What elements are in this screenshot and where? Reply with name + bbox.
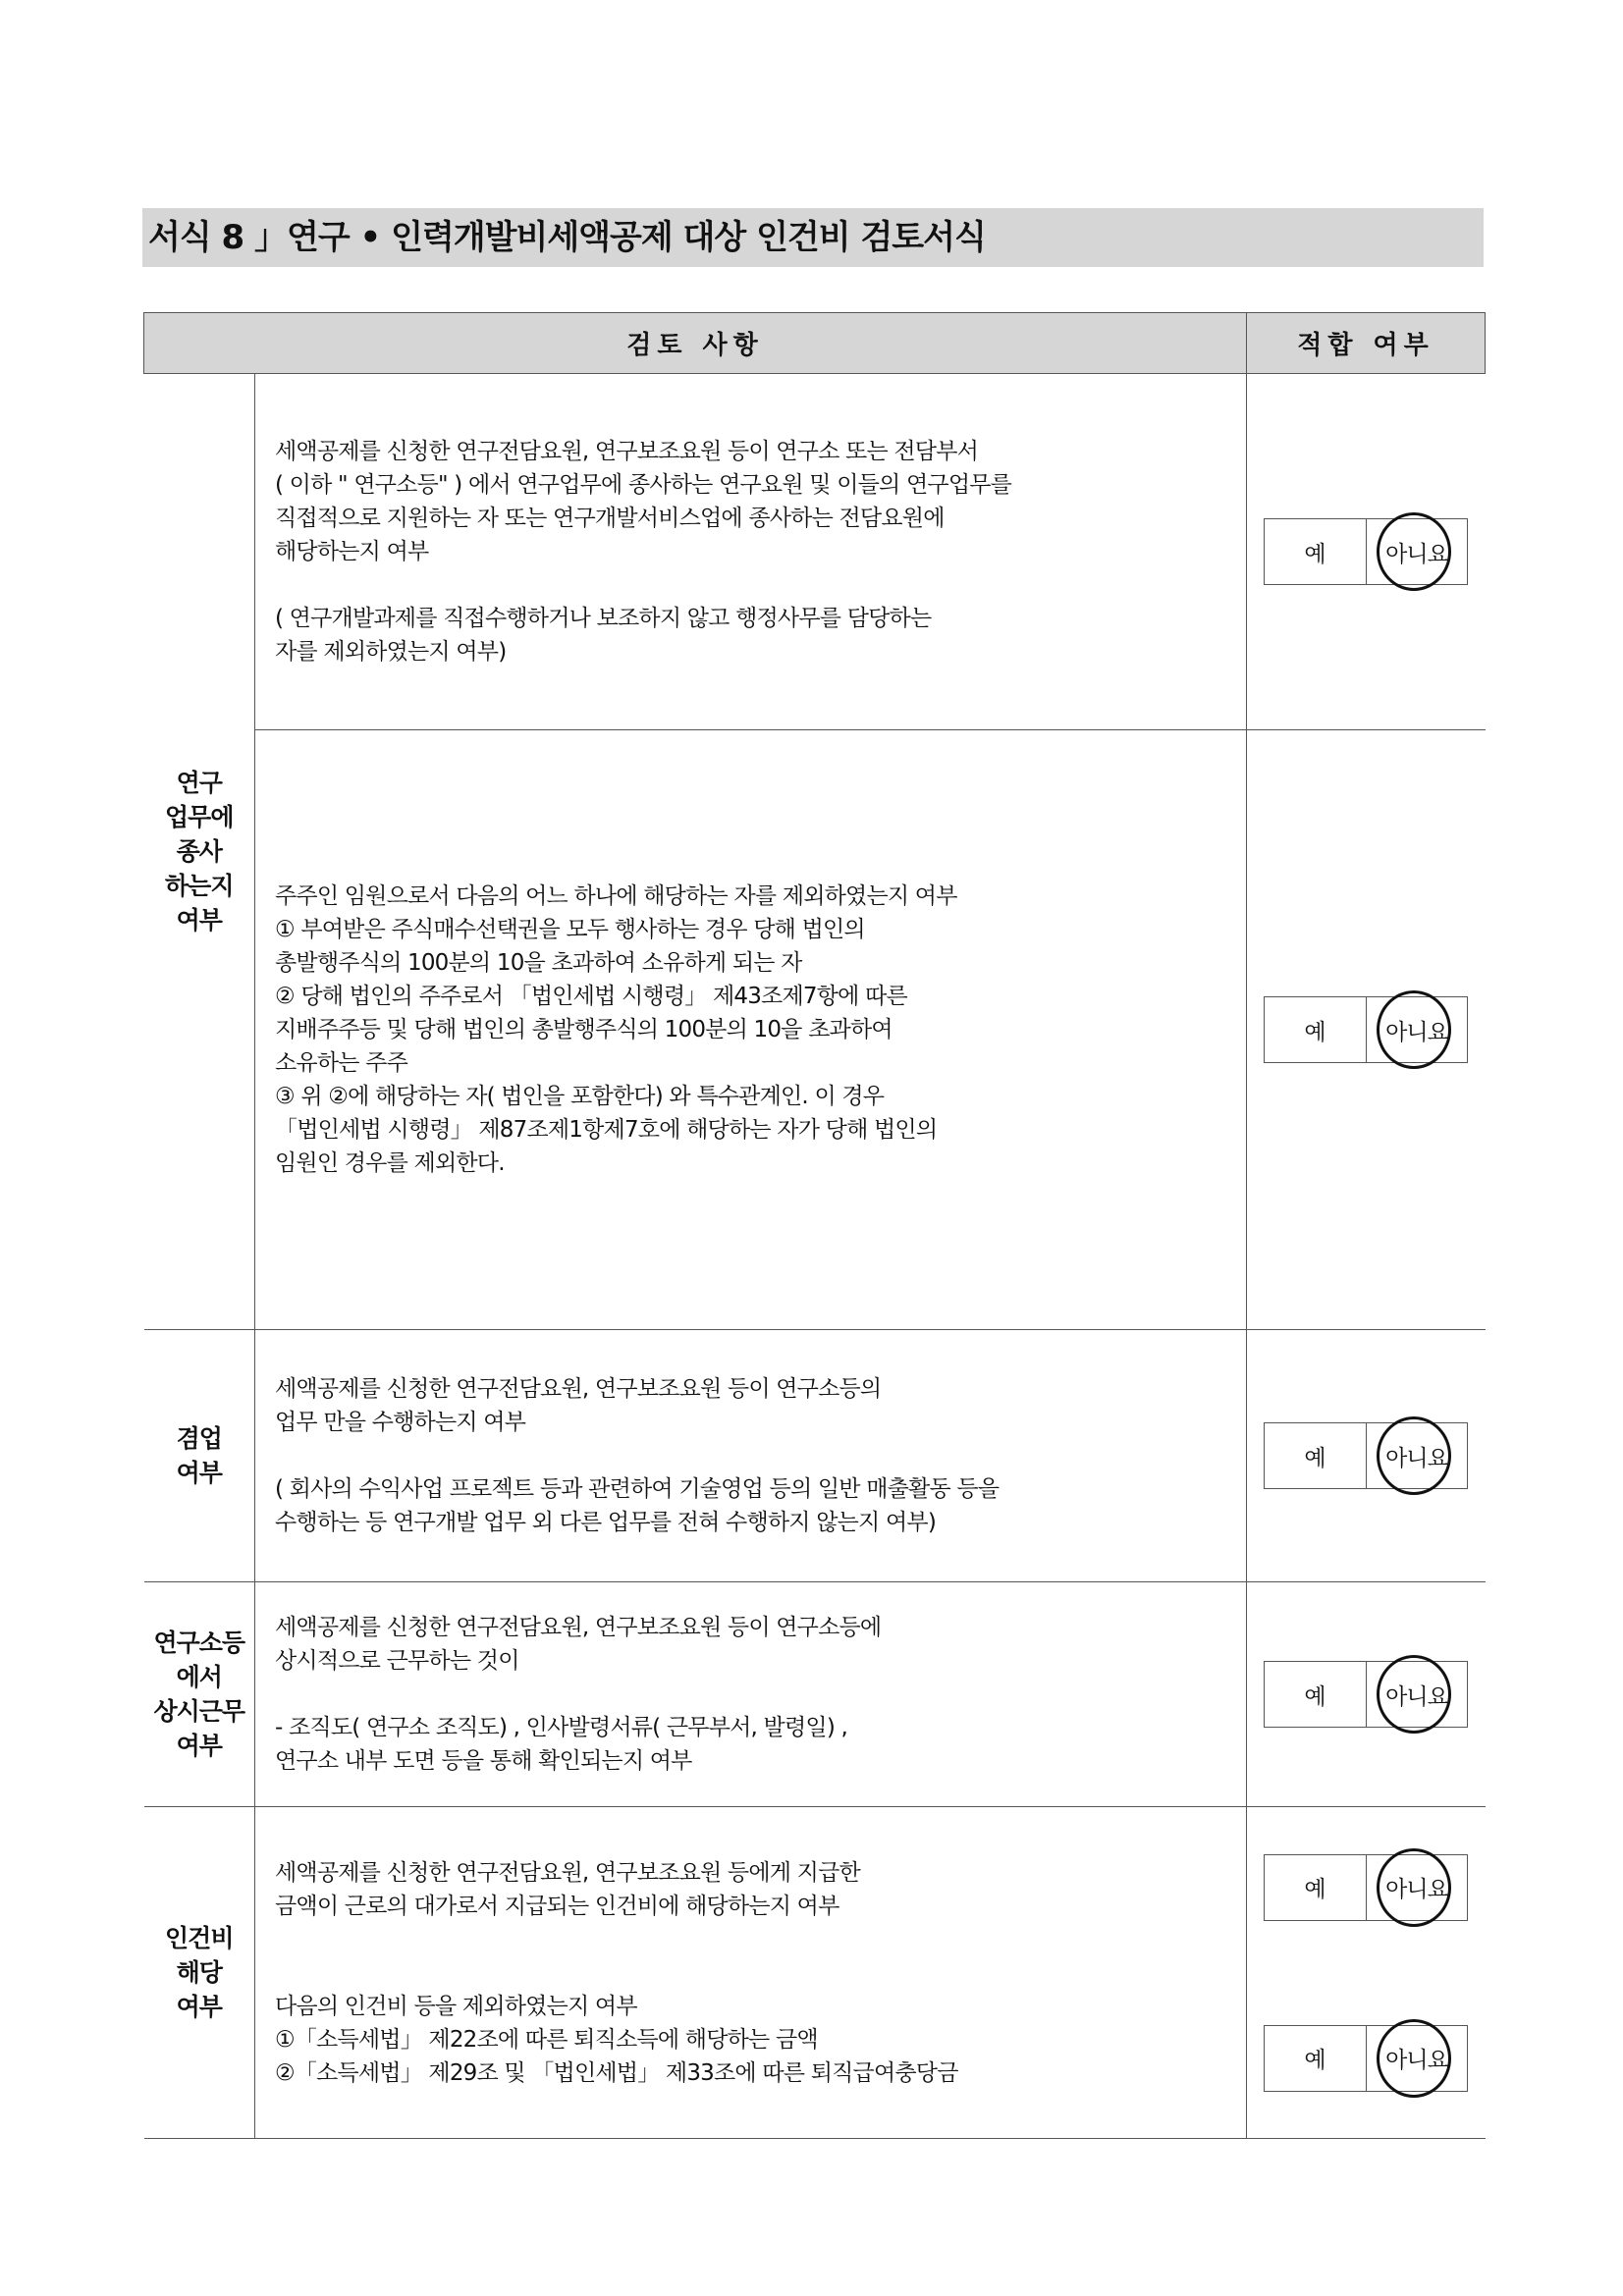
suitability-cell (1247, 1807, 1486, 2139)
review-text: - 조직도( 연구소 조직도) , 인사발령서류( 근무부서, 발령일) , 연구소 내부 도면 등을 통해 확인되는지 여부 (275, 1715, 848, 1774)
no-option-selected[interactable] (1367, 519, 1468, 584)
suitability-cell (1247, 1330, 1486, 1582)
yes-no-choice (1264, 1661, 1468, 1728)
yes-no-choice (1264, 518, 1468, 585)
review-text: 세액공제를 신청한 연구전담요원, 연구보조요원 등이 연구소등에 상시적으로 근무하는 것이 (275, 1615, 882, 1674)
review-item-cell (255, 374, 1247, 730)
review-text: ( 연구개발과제를 직접수행하거나 보조하지 않고 행정사무를 담당하는 자를 제외하였는지 여부) (275, 606, 932, 665)
selection-circle-icon (1377, 1655, 1451, 1734)
selection-circle-icon (1377, 1416, 1451, 1495)
category-label: 겸업 여부 (176, 1424, 222, 1487)
review-text: 주주인 임원으로서 다음의 어느 하나에 해당하는 자를 제외하였는지 여부 ① 부여받은 주식매수선택권을 모두 행사하는 경우 당해 법인의 총발행주식의 100분의 10을 초과하여 소유하게 되는 자 ② 당해 법인의 주주로서 「법인세법 시행령」 제43조제7항에 따른 지배주주등 및 당해 법인의 총발행주식의 100분의 10을 초과하여 소유하는 주주 ③ 위 ②에 해당하는 자( 법인을 포함한다) 와 특수관계인. 이 경우 「법인세법 시행령」 제87조제1항제7호에 해당하는 자가 당해 법인의 임원인 경우를 제외한다. (275, 883, 957, 1176)
form-title: 서식 8 」연구 • 인력개발비세액공제 대상 인건비 검토서식 (142, 208, 1484, 267)
no-label: 아니요 (1385, 2048, 1448, 2073)
yes-option[interactable]: 예 (1265, 519, 1367, 584)
yes-option[interactable]: 예 (1265, 997, 1367, 1062)
suitability-cell (1247, 730, 1486, 1330)
no-label: 아니요 (1385, 541, 1448, 567)
selection-circle-icon (1377, 2019, 1451, 2098)
category-cell (144, 374, 255, 1330)
review-item-cell (255, 1807, 1247, 2139)
no-label: 아니요 (1385, 1683, 1448, 1710)
table-row (144, 374, 1486, 730)
suitability-cell (1247, 374, 1486, 730)
no-option-selected[interactable] (1367, 997, 1468, 1062)
review-items-header: 검토 사항 (144, 313, 1247, 374)
category-label: 인건비 해당 여부 (165, 1924, 234, 2021)
no-label: 아니요 (1385, 1445, 1448, 1471)
yes-no-choice (1264, 1422, 1468, 1489)
yes-no-choice (1264, 996, 1468, 1063)
review-text: 세액공제를 신청한 연구전담요원, 연구보조요원 등에게 지급한 금액이 근로의 대가로서 지급되는 인건비에 해당하는지 여부 (275, 1859, 860, 1919)
table-header-row (144, 313, 1486, 374)
suitability-cell (1247, 1582, 1486, 1807)
table-row (144, 1330, 1486, 1582)
choice-stack (1247, 1854, 1486, 2092)
no-option-selected[interactable] (1367, 1662, 1468, 1727)
table-row (144, 1582, 1486, 1807)
table-row (144, 730, 1486, 1330)
review-item-cell (255, 730, 1247, 1330)
selection-circle-icon (1377, 512, 1451, 591)
no-option-selected[interactable] (1367, 2026, 1468, 2091)
review-item-cell (255, 1582, 1247, 1807)
table-row (144, 1807, 1486, 2139)
no-label: 아니요 (1385, 1019, 1448, 1045)
selection-circle-icon (1377, 990, 1451, 1069)
category-label: 연구 업무에 종사 하는지 여부 (165, 769, 234, 934)
review-text: 세액공제를 신청한 연구전담요원, 연구보조요원 등이 연구소 또는 전담부서 ( 이하 " 연구소등" ) 에서 연구업무에 종사하는 연구요원 및 이들의 연구업무를 직접적으로 지원하는 자 또는 연구개발서비스업에 종사하는 전담요원에 해당하는지 여부 (275, 439, 1012, 564)
yes-no-choice (1264, 1854, 1468, 1921)
review-text: 다음의 인건비 등을 제외하였는지 여부 ①「소득세법」 제22조에 따른 퇴직소득에 해당하는 금액 ②「소득세법」 제29조 및 「법인세법」 제33조에 따른 퇴직급여충당금 (275, 1993, 958, 2086)
yes-option[interactable]: 예 (1265, 2026, 1367, 2091)
review-text: ( 회사의 수익사업 프로젝트 등과 관련하여 기술영업 등의 일반 매출활동 등을 수행하는 등 연구개발 업무 외 다른 업무를 전혀 수행하지 않는지 여부) (275, 1476, 1000, 1535)
review-item-cell (255, 1330, 1247, 1582)
category-cell (144, 1582, 255, 1807)
category-cell (144, 1807, 255, 2139)
no-option-selected[interactable] (1367, 1423, 1468, 1488)
yes-option[interactable]: 예 (1265, 1662, 1367, 1727)
review-text: 세액공제를 신청한 연구전담요원, 연구보조요원 등이 연구소등의 업무 만을 수행하는지 여부 (275, 1376, 882, 1435)
category-cell (144, 1330, 255, 1582)
no-option-selected[interactable] (1367, 1855, 1468, 1920)
selection-circle-icon (1377, 1848, 1451, 1927)
review-table (143, 312, 1486, 2139)
suitability-header: 적합 여부 (1247, 313, 1486, 374)
yes-option[interactable]: 예 (1265, 1423, 1367, 1488)
yes-option[interactable]: 예 (1265, 1855, 1367, 1920)
category-label: 연구소등 에서 상시근무 여부 (153, 1629, 245, 1760)
no-label: 아니요 (1385, 1877, 1448, 1902)
yes-no-choice (1264, 2025, 1468, 2092)
